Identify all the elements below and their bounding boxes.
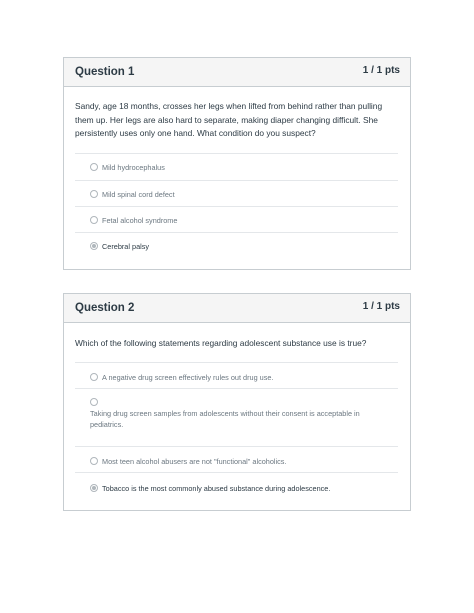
answer-label: Mild hydrocephalus bbox=[102, 163, 165, 172]
answer-label: A negative drug screen effectively rules out drug use. bbox=[102, 373, 274, 382]
answer-list bbox=[75, 153, 398, 258]
answer-option-selected[interactable] bbox=[75, 472, 398, 500]
radio-button[interactable] bbox=[90, 373, 98, 381]
answer-label: Taking drug screen samples from adolescents without their consent is acceptable in pediatrics. bbox=[90, 409, 360, 429]
question-header bbox=[64, 294, 410, 323]
answer-option[interactable] bbox=[75, 153, 398, 180]
answer-option[interactable] bbox=[75, 388, 398, 446]
question-title: Question 1 bbox=[75, 66, 135, 78]
question-points: 1 / 1 pts bbox=[362, 301, 400, 312]
radio-button[interactable] bbox=[90, 457, 98, 465]
answer-label: Mild spinal cord defect bbox=[102, 190, 175, 199]
radio-button[interactable] bbox=[90, 163, 98, 171]
answer-label: Cerebral palsy bbox=[102, 242, 150, 251]
radio-button[interactable] bbox=[90, 216, 98, 224]
question-card-2 bbox=[63, 293, 411, 511]
answer-list bbox=[75, 362, 398, 500]
answer-option[interactable] bbox=[75, 446, 398, 472]
answer-option[interactable] bbox=[75, 362, 398, 388]
answer-option[interactable] bbox=[75, 206, 398, 232]
question-header bbox=[64, 58, 410, 87]
answer-label: Most teen alcohol abusers are not "functional" alcoholics. bbox=[102, 457, 287, 466]
radio-button-checked[interactable] bbox=[90, 242, 98, 250]
radio-button-checked[interactable] bbox=[90, 484, 98, 492]
question-title: Question 2 bbox=[75, 302, 135, 314]
answer-option[interactable] bbox=[75, 180, 398, 206]
answer-label: Fetal alcohol syndrome bbox=[102, 216, 178, 225]
answer-label: Tobacco is the most commonly abused substance during adolescence. bbox=[102, 484, 331, 493]
question-text: Which of the following statements regarding adolescent substance use is true? bbox=[75, 338, 367, 348]
question-text: Sandy, age 18 months, crosses her legs when lifted from behind rather than pulling them up. Her legs are also hard to separate, making diaper changing difficult. She persistently uses only one hand. What condition do you suspect? bbox=[75, 101, 383, 138]
radio-button[interactable] bbox=[90, 190, 98, 198]
question-points: 1 / 1 pts bbox=[362, 65, 400, 76]
radio-button[interactable] bbox=[90, 398, 98, 406]
answer-option-selected[interactable] bbox=[75, 232, 398, 258]
question-card-1 bbox=[63, 57, 411, 270]
